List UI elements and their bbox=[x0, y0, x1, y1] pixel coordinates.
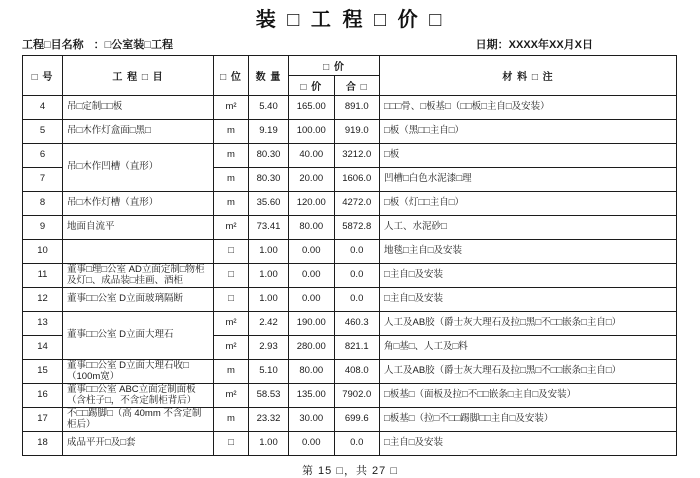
row-no: 10 bbox=[23, 240, 63, 264]
row-material: □板基□（拉□不□□踢脚□□主自□及安装） bbox=[380, 408, 677, 432]
table-row bbox=[23, 288, 677, 312]
quotation-table bbox=[22, 55, 677, 456]
row-no: 13 bbox=[23, 312, 63, 336]
row-item bbox=[63, 240, 214, 264]
row-no: 18 bbox=[23, 432, 63, 456]
row-material: □板（灯□□主自□） bbox=[380, 192, 677, 216]
row-qty: 2.42 bbox=[249, 312, 289, 336]
row-qty: 1.00 bbox=[249, 264, 289, 288]
row-item: 董事□理□公室 AD立面定制□物柜及灯□、成品装□挂画、酒柜 bbox=[63, 264, 214, 288]
row-unit-price: 80.00 bbox=[289, 360, 335, 384]
row-item: 吊□木作凹槽（直形） bbox=[63, 144, 214, 192]
row-unit: m bbox=[214, 408, 249, 432]
row-total-price: 460.3 bbox=[334, 312, 380, 336]
row-item: 董事□□公室 D立面玻璃隔断 bbox=[63, 288, 214, 312]
row-total-price: 919.0 bbox=[334, 120, 380, 144]
table-row bbox=[23, 408, 677, 432]
row-total-price: 408.0 bbox=[334, 360, 380, 384]
header-unit: □ 位 bbox=[214, 56, 249, 96]
row-no: 15 bbox=[23, 360, 63, 384]
row-unit-price: 135.00 bbox=[289, 384, 335, 408]
date-label: 日期： bbox=[475, 39, 509, 51]
row-total-price: 4272.0 bbox=[334, 192, 380, 216]
row-material: □□□骨、□板基□（□□板□主自□及安装） bbox=[380, 96, 677, 120]
row-item: 董事□□公室 D立面大理石收□（100m宽） bbox=[63, 360, 214, 384]
table-row bbox=[23, 240, 677, 264]
header-item: 工 程 □ 目 bbox=[63, 56, 214, 96]
table-row bbox=[23, 120, 677, 144]
row-no: 16 bbox=[23, 384, 63, 408]
date-value: XXXX年XX月X日 bbox=[508, 39, 593, 51]
row-total-price: 821.1 bbox=[334, 336, 380, 360]
row-qty: 2.93 bbox=[249, 336, 289, 360]
row-unit-price: 80.00 bbox=[289, 216, 335, 240]
table-row bbox=[23, 312, 677, 336]
row-item: 吊□木作灯盒面□黑□ bbox=[63, 120, 214, 144]
row-total-price: 699.6 bbox=[334, 408, 380, 432]
row-no: 9 bbox=[23, 216, 63, 240]
row-material: 人工、水泥砂□ bbox=[380, 216, 677, 240]
table-row bbox=[23, 360, 677, 384]
row-unit-price: 165.00 bbox=[289, 96, 335, 120]
header-qty: 数 量 bbox=[249, 56, 289, 96]
row-total-price: 0.0 bbox=[334, 288, 380, 312]
row-unit-price: 40.00 bbox=[289, 144, 335, 168]
row-unit-price: 20.00 bbox=[289, 168, 335, 192]
table-row bbox=[23, 216, 677, 240]
row-total-price: 5872.8 bbox=[334, 216, 380, 240]
header-material: 材 料 □ 注 bbox=[380, 56, 677, 96]
row-total-price: 0.0 bbox=[334, 240, 380, 264]
date-field bbox=[476, 36, 593, 52]
row-unit: m² bbox=[214, 312, 249, 336]
row-item: 董事□□公室 ABC立面定制面板（含柱子□，不含定制柜背后） bbox=[63, 384, 214, 408]
row-qty: 80.30 bbox=[249, 144, 289, 168]
row-item: 地面自流平 bbox=[63, 216, 214, 240]
row-unit: □ bbox=[214, 240, 249, 264]
project-name-colon: ： bbox=[93, 39, 105, 51]
row-item: 董事□□公室 D立面大理石 bbox=[63, 312, 214, 360]
row-material: □板（黑□□主自□） bbox=[380, 120, 677, 144]
page-title: 装 □ 工 程 □ 价 □ bbox=[255, 9, 445, 31]
row-total-price: 1606.0 bbox=[334, 168, 380, 192]
row-material: 地毯□主自□及安装 bbox=[380, 240, 677, 264]
row-no: 17 bbox=[23, 408, 63, 432]
row-item: 吊□木作灯槽（直形） bbox=[63, 192, 214, 216]
meta-row bbox=[22, 36, 678, 52]
row-qty: 80.30 bbox=[249, 168, 289, 192]
row-no: 14 bbox=[23, 336, 63, 360]
row-item: 不□□踢脚□（高 40mm 不含定制柜后） bbox=[63, 408, 214, 432]
row-no: 12 bbox=[23, 288, 63, 312]
table-row bbox=[23, 144, 677, 168]
row-unit: m² bbox=[214, 96, 249, 120]
row-qty: 58.53 bbox=[249, 384, 289, 408]
row-qty: 5.40 bbox=[249, 96, 289, 120]
row-unit-price: 280.00 bbox=[289, 336, 335, 360]
row-unit-price: 100.00 bbox=[289, 120, 335, 144]
row-material: □主自□及安装 bbox=[380, 432, 677, 456]
row-unit: □ bbox=[214, 288, 249, 312]
row-unit-price: 30.00 bbox=[289, 408, 335, 432]
row-unit: □ bbox=[214, 264, 249, 288]
row-qty: 1.00 bbox=[249, 432, 289, 456]
header-no: □ 号 bbox=[23, 56, 63, 96]
row-total-price: 0.0 bbox=[334, 264, 380, 288]
row-no: 11 bbox=[23, 264, 63, 288]
row-qty: 23.32 bbox=[249, 408, 289, 432]
row-unit-price: 0.00 bbox=[289, 264, 335, 288]
page-footer: 第 15 □，共 27 □ bbox=[302, 465, 398, 477]
row-qty: 5.10 bbox=[249, 360, 289, 384]
row-total-price: 3212.0 bbox=[334, 144, 380, 168]
row-item: 吊□定制□□板 bbox=[63, 96, 214, 120]
row-unit: m² bbox=[214, 384, 249, 408]
row-material: 人工及AB胶（爵士灰大理石及拉□黑□不□□嵌条□主自□） bbox=[380, 312, 677, 336]
row-unit: m bbox=[214, 144, 249, 168]
table-row bbox=[23, 96, 677, 120]
row-total-price: 0.0 bbox=[334, 432, 380, 456]
table-row bbox=[23, 192, 677, 216]
header-total-price: 合 □ bbox=[334, 76, 380, 96]
row-no: 7 bbox=[23, 168, 63, 192]
table-row bbox=[23, 384, 677, 408]
row-unit: m bbox=[214, 360, 249, 384]
row-qty: 73.41 bbox=[249, 216, 289, 240]
row-unit: □ bbox=[214, 432, 249, 456]
row-material: □板基□（面板及拉□不□□嵌条□主自□及安装） bbox=[380, 384, 677, 408]
row-unit: m bbox=[214, 120, 249, 144]
row-material: □主自□及安装 bbox=[380, 288, 677, 312]
row-material: 凹槽□白色水泥漆□理 bbox=[380, 168, 677, 192]
table-header bbox=[23, 56, 677, 96]
row-qty: 1.00 bbox=[249, 288, 289, 312]
row-material: □板 bbox=[380, 144, 677, 168]
row-unit: m bbox=[214, 192, 249, 216]
row-no: 8 bbox=[23, 192, 63, 216]
row-item: 成品平开□及□套 bbox=[63, 432, 214, 456]
row-qty: 35.60 bbox=[249, 192, 289, 216]
row-no: 6 bbox=[23, 144, 63, 168]
row-unit-price: 0.00 bbox=[289, 288, 335, 312]
project-name-value: □公室装□工程 bbox=[104, 39, 173, 51]
row-unit-price: 0.00 bbox=[289, 240, 335, 264]
header-price-group: □ 价 bbox=[289, 56, 380, 76]
header-row-1 bbox=[23, 56, 677, 76]
project-name-label: 工程□目名称 bbox=[22, 39, 84, 51]
row-total-price: 891.0 bbox=[334, 96, 380, 120]
row-unit-price: 0.00 bbox=[289, 432, 335, 456]
row-unit-price: 120.00 bbox=[289, 192, 335, 216]
row-no: 5 bbox=[23, 120, 63, 144]
row-qty: 9.19 bbox=[249, 120, 289, 144]
row-unit-price: 190.00 bbox=[289, 312, 335, 336]
row-unit: m² bbox=[214, 216, 249, 240]
row-material: 角□基□、人工及□料 bbox=[380, 336, 677, 360]
row-no: 4 bbox=[23, 96, 63, 120]
row-total-price: 7902.0 bbox=[334, 384, 380, 408]
project-name bbox=[22, 36, 173, 52]
header-unit-price: □ 价 bbox=[289, 76, 335, 96]
row-material: 人工及AB胶（爵士灰大理石及拉□黑□不□□嵌条□主自□） bbox=[380, 360, 677, 384]
table-row bbox=[23, 264, 677, 288]
table-body bbox=[23, 96, 677, 456]
row-qty: 1.00 bbox=[249, 240, 289, 264]
table-row bbox=[23, 432, 677, 456]
row-material: □主自□及安装 bbox=[380, 264, 677, 288]
row-unit: m² bbox=[214, 336, 249, 360]
row-unit: m bbox=[214, 168, 249, 192]
